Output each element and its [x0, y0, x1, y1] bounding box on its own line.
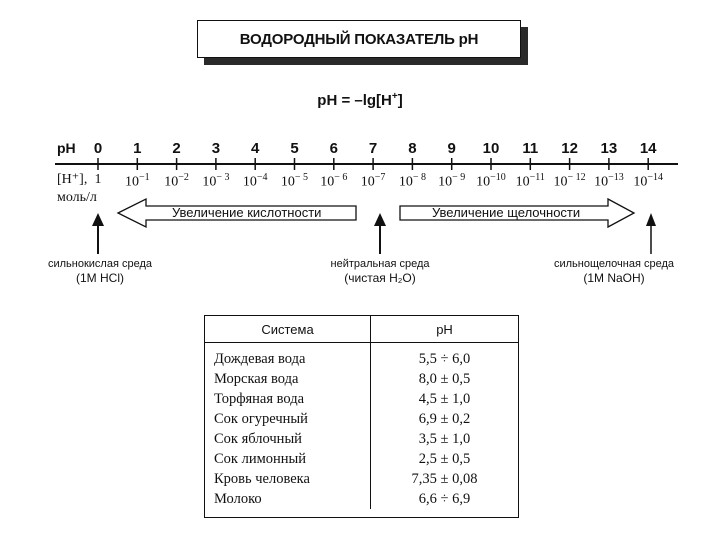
- ph-value: 5: [290, 140, 299, 157]
- formula-lhs: pH = –lg[H: [317, 92, 392, 109]
- formula-sup: +: [391, 91, 398, 102]
- table-row: [205, 389, 518, 409]
- table-header-row: [205, 316, 518, 343]
- conc-base: 1: [94, 172, 102, 187]
- ph-value-cell: 7,35 ± 0,08: [411, 470, 478, 487]
- ph-value: 12: [561, 140, 578, 157]
- strong-base-caption: [548, 257, 680, 285]
- conc-base: 10: [280, 174, 295, 190]
- conc-base: 10: [124, 174, 139, 190]
- conc-exponent: −13: [608, 172, 624, 183]
- ph-value: 13: [600, 140, 618, 157]
- system-name-cell: Торфяная вода: [205, 389, 371, 409]
- system-name-cell: Сок лимонный: [205, 449, 371, 469]
- ph-value-cell: 3,5 ± 1,0: [418, 430, 471, 447]
- conc-base: 10: [320, 174, 335, 190]
- table-row: [205, 409, 518, 429]
- ph-value: 3: [211, 140, 221, 157]
- header-ph: pH: [371, 316, 519, 343]
- conc-base: 10: [594, 174, 609, 190]
- ph-value: 1: [133, 140, 142, 157]
- neutral-pointer: [374, 213, 386, 254]
- table-row: [205, 449, 518, 469]
- conc-base: 10: [360, 174, 375, 190]
- system-name-cell: Молоко: [205, 489, 371, 509]
- conc-exponent: −2: [178, 172, 189, 183]
- ph-axis-label: pH: [57, 140, 76, 156]
- acidity-arrow-label: Увеличение кислотности: [172, 205, 322, 220]
- system-name-cell: Кровь человека: [205, 469, 371, 489]
- conc-exponent: −7: [374, 172, 386, 183]
- conc-base: 10: [242, 174, 257, 190]
- ph-systems-table: [204, 315, 519, 518]
- ph-value-cell: 8,0 ± 0,5: [418, 370, 471, 387]
- conc-exponent: − 6: [334, 172, 348, 183]
- conc-base: 10: [164, 174, 179, 190]
- conc-base: 10: [398, 174, 413, 190]
- h-concentration-value: [620, 172, 676, 191]
- h-label-line2: моль/л: [57, 190, 97, 205]
- conc-exponent: −4: [256, 172, 268, 183]
- ph-value: 11: [522, 140, 539, 157]
- ph-value: 6: [329, 140, 338, 157]
- neutral-line1: нейтральная среда: [330, 258, 430, 270]
- table-row: [205, 469, 518, 489]
- ph-value: 14: [639, 140, 657, 157]
- system-name-cell: Сок яблочный: [205, 429, 371, 449]
- table-row: [205, 489, 518, 509]
- conc-exponent: − 8: [412, 172, 426, 183]
- page-title: ВОДОРОДНЫЙ ПОКАЗАТЕЛЬ рН: [239, 30, 479, 48]
- table-row: [205, 369, 518, 389]
- system-name-cell: Дождевая вода: [205, 343, 371, 370]
- ph-value: 10: [482, 140, 500, 157]
- conc-exponent: −1: [138, 172, 150, 183]
- table-row: [205, 429, 518, 449]
- neutral-line2: (чистая H₂O): [344, 271, 416, 285]
- conc-base: 10: [633, 174, 648, 190]
- strong-acid-line2: (1M HCl): [76, 271, 124, 285]
- ph-value-cell: 6,6 ÷ 6,9: [418, 490, 471, 507]
- conc-base: 10: [438, 174, 453, 190]
- header-system: Система: [205, 316, 371, 343]
- conc-exponent: − 9: [452, 172, 466, 183]
- system-name-cell: Сок огуречный: [205, 409, 371, 429]
- conc-exponent: −14: [647, 172, 663, 183]
- conc-exponent: − 5: [294, 172, 309, 183]
- conc-exponent: −10: [490, 172, 506, 183]
- strong-acid-line1: сильнокислая среда: [47, 258, 153, 270]
- ph-value-cell: 5,5 ÷ 6,0: [418, 350, 471, 367]
- ph-value: 0: [93, 140, 103, 157]
- ph-value: 7: [368, 140, 378, 157]
- conc-base: 10: [553, 174, 568, 190]
- ph-value: 4: [251, 140, 260, 157]
- neutral-caption: [320, 257, 440, 285]
- ph-value: 2: [172, 140, 181, 157]
- strong-base-line1: сильнощелочная среда: [553, 258, 675, 270]
- formula-rhs: ]: [397, 92, 403, 109]
- strong-acid-caption: [40, 257, 160, 285]
- conc-exponent: − 3: [216, 172, 230, 183]
- ph-value: 8: [408, 140, 417, 157]
- ph-value-cell: 2,5 ± 0,5: [418, 450, 471, 467]
- system-name-cell: Морская вода: [205, 369, 371, 389]
- conc-exponent: − 12: [567, 172, 586, 183]
- ph-value-cell: 4,5 ± 1,0: [418, 390, 471, 407]
- conc-base: 10: [515, 174, 530, 190]
- strong-acid-pointer: [92, 213, 104, 254]
- conc-base: 10: [202, 174, 217, 190]
- conc-base: 10: [476, 174, 491, 190]
- strong-base-pointer: [646, 213, 656, 254]
- ph-value: 9: [447, 140, 456, 157]
- ph-value-cell: 6,9 ± 0,2: [418, 410, 471, 427]
- conc-exponent: −11: [529, 172, 545, 183]
- alkalinity-arrow-label: Увеличение щелочности: [432, 205, 581, 220]
- table-row: [205, 343, 518, 370]
- h-label-line1: [H⁺],: [57, 172, 88, 187]
- strong-base-line2: (1M NaOH): [583, 271, 645, 285]
